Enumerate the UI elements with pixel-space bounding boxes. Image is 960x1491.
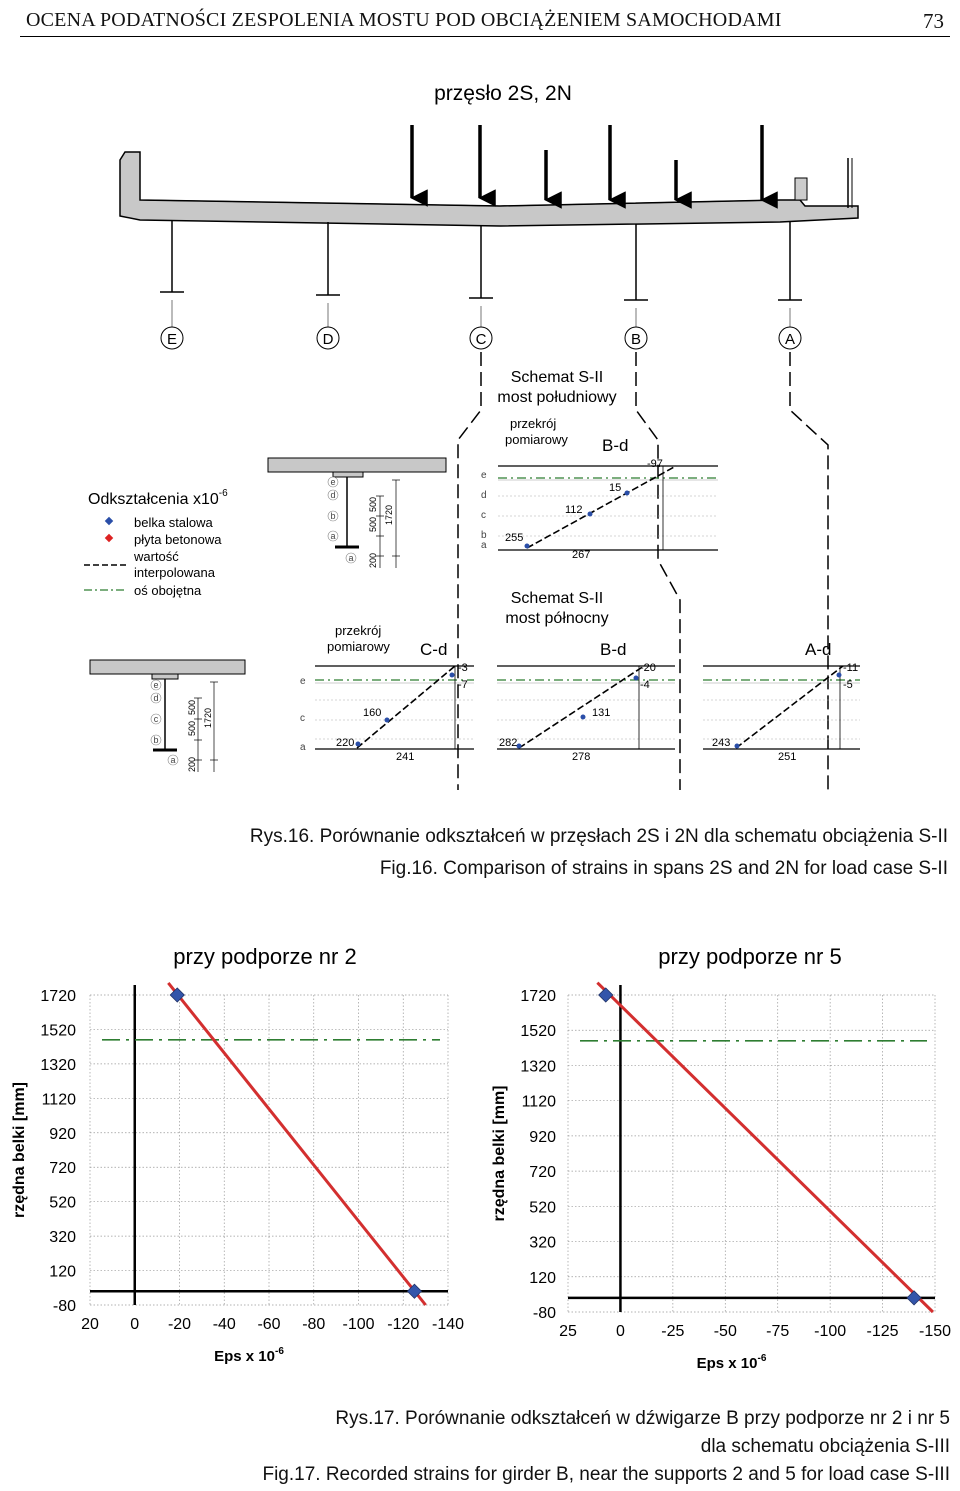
x-tick-label: -120 (387, 1316, 420, 1333)
strain-panel-north-bd (497, 640, 675, 763)
y-axis-label: rzędna belki [mm] (491, 1085, 508, 1222)
x-tick-label: 0 (615, 1323, 625, 1340)
girder-label: E (166, 331, 178, 348)
section-label: pomiarowy (505, 432, 568, 447)
y-tick-label: 520 (49, 1194, 76, 1212)
span-title: przęsło 2S, 2N (434, 82, 572, 105)
panel-name: C-d (420, 640, 448, 659)
page-number: 73 (923, 9, 944, 33)
svg-text:131: 131 (592, 707, 611, 719)
legend-exp: -6 (218, 488, 228, 499)
svg-text:500: 500 (368, 496, 378, 512)
y-tick-label: 320 (529, 1234, 556, 1252)
legend (84, 488, 228, 598)
svg-text:c: c (153, 714, 159, 724)
legend-item: oś obojętna (134, 583, 202, 598)
y-tick-label: 920 (529, 1128, 556, 1146)
legend-item: interpolowana (134, 565, 215, 580)
y-tick-label: 1120 (41, 1091, 76, 1109)
girder-label: C (475, 331, 487, 348)
strain-line (168, 983, 425, 1305)
x-axis-label: Eps x $10^{-6}$ (696, 1353, 767, 1372)
svg-text:-3: -3 (458, 662, 468, 674)
svg-text:b: b (330, 511, 336, 521)
fig16-caption-en: Fig.16. Comparison of strains in spans 2S and 2N for load case S-II (379, 858, 948, 879)
svg-text:-11: -11 (843, 662, 859, 674)
svg-text:15: 15 (609, 482, 622, 494)
y-tick-label: 1720 (520, 988, 556, 1005)
y-tick-label: 720 (529, 1164, 556, 1182)
bridge-deck (120, 152, 858, 328)
svg-text:a: a (348, 553, 354, 563)
svg-text:278: 278 (572, 751, 591, 763)
y-tick-label: 1320 (40, 1056, 76, 1074)
x-tick-label: 20 (81, 1316, 99, 1333)
figure-16 (0, 60, 960, 800)
x-tick-label: -40 (212, 1316, 236, 1333)
y-axis-label: rzędna belki [mm] (11, 1081, 28, 1219)
x-tick-label: 0 (130, 1316, 140, 1333)
svg-text:a: a (170, 755, 176, 765)
svg-text:243: 243 (712, 737, 731, 749)
strain-panel-south-bd (481, 436, 718, 561)
x-tick-label: -60 (257, 1316, 281, 1333)
y-tick-label: 1520 (520, 1023, 556, 1041)
svg-text:1720: 1720 (384, 504, 394, 525)
fig17-caption-en: Fig.17. Recorded strains for girder B, near the supports 2 and 5 for load case S-III (262, 1464, 950, 1485)
section-label: przekrój (335, 623, 382, 638)
figure-17-charts (0, 930, 960, 1390)
svg-text:e: e (300, 676, 306, 687)
chart-title: przy podporze nr 2 (173, 944, 357, 969)
panel-name: B-d (600, 640, 627, 659)
fig17-caption-pl2: dla schematu obciążenia S-III (700, 1436, 950, 1457)
data-point (599, 988, 613, 1002)
svg-text:-7: -7 (458, 679, 468, 691)
section-sketch-north (90, 660, 245, 772)
legend-item: belka stalowa (134, 515, 213, 530)
svg-text:-20: -20 (640, 662, 656, 674)
girder-label: B (630, 331, 642, 348)
x-tick-label: -150 (918, 1323, 952, 1340)
svg-text:500: 500 (187, 720, 197, 736)
fig17-caption-pl1: Rys.17. Porównanie odkształceń w dźwigarze B przy podporze nr 2 i nr 5 (335, 1408, 950, 1429)
schemat-north-line1: Schemat S-II (510, 590, 604, 607)
svg-text:500: 500 (368, 516, 378, 532)
strain-chart (491, 944, 951, 1372)
svg-text:d: d (153, 693, 159, 703)
svg-text:c: c (481, 510, 486, 521)
svg-text:b: b (153, 735, 159, 745)
y-tick-label: 120 (49, 1263, 76, 1281)
x-tick-label: -100 (814, 1323, 847, 1340)
panel-name: A-d (805, 640, 832, 659)
schemat-south-line2: most południowy (497, 389, 617, 406)
svg-text:255: 255 (505, 532, 524, 544)
load-arrows (412, 125, 762, 200)
x-tick-label: -75 (766, 1323, 790, 1340)
y-tick-label: 720 (49, 1160, 76, 1178)
strain-panel-north-cd (300, 640, 474, 763)
girder-label: A (784, 331, 796, 348)
chart-title: przy podporze nr 5 (658, 944, 842, 969)
svg-text:b: b (481, 530, 487, 541)
strain-line (597, 983, 933, 1312)
legend-item: płyta betonowa (134, 532, 222, 547)
girder-labels (161, 327, 801, 349)
y-tick-label: 1520 (40, 1022, 76, 1040)
x-tick-label: -50 (713, 1323, 737, 1340)
svg-text:200: 200 (187, 756, 197, 772)
running-title: OCENA PODATNOŚCI ZESPOLENIA MOSTU POD OBCIĄŻENIEM SAMOCHODAMI (26, 9, 782, 31)
fig16-caption-pl: Rys.16. Porównanie odkształceń w przęsłach 2S i 2N dla schematu obciążenia S-II (249, 826, 948, 847)
svg-text:e: e (481, 470, 487, 481)
svg-text:e: e (153, 680, 159, 690)
strain-chart (11, 944, 464, 1365)
y-tick-label: 1320 (520, 1058, 556, 1076)
svg-text:-97: -97 (647, 458, 663, 470)
svg-text:220: 220 (336, 737, 355, 749)
y-tick-label: 120 (529, 1269, 556, 1287)
svg-text:a: a (300, 742, 306, 753)
strain-panel-north-ad (703, 640, 860, 763)
svg-text:282: 282 (499, 737, 518, 749)
y-tick-label: 1120 (521, 1093, 556, 1111)
schemat-south-line1: Schemat S-II (510, 369, 604, 386)
y-tick-label: 520 (529, 1199, 556, 1217)
y-tick-label: -80 (532, 1305, 556, 1322)
legend-item: wartość (134, 549, 179, 564)
x-axis-label: Eps x $10^{-6}$ (214, 1346, 284, 1365)
y-tick-label: 920 (49, 1125, 76, 1143)
svg-text:a: a (330, 531, 336, 541)
section-sketch-south (268, 458, 446, 568)
svg-text:160: 160 (363, 707, 382, 719)
svg-text:112: 112 (565, 504, 583, 516)
data-point (907, 1291, 921, 1305)
svg-text:200: 200 (368, 552, 378, 568)
x-tick-label: -140 (431, 1316, 465, 1333)
svg-text:-4: -4 (640, 679, 650, 691)
svg-text:d: d (330, 490, 336, 500)
page-header (20, 6, 950, 37)
svg-text:d: d (481, 490, 487, 501)
svg-text:241: 241 (396, 751, 415, 763)
panel-name: B-d (602, 436, 629, 455)
svg-text:251: 251 (778, 751, 797, 763)
svg-text:267: 267 (572, 549, 591, 561)
schemat-north-line2: most północny (505, 610, 609, 627)
section-label: pomiarowy (327, 639, 390, 654)
svg-text:e: e (330, 477, 336, 487)
x-tick-label: 25 (559, 1323, 577, 1340)
svg-text:-5: -5 (843, 679, 853, 691)
girder-label: D (322, 331, 334, 348)
x-tick-label: -20 (167, 1316, 192, 1333)
legend-title: Odkształcenia x10 (88, 491, 219, 508)
x-tick-label: -125 (866, 1323, 899, 1340)
y-tick-label: -80 (52, 1298, 76, 1315)
svg-text:a: a (481, 540, 487, 551)
svg-text:1720: 1720 (203, 707, 213, 728)
y-tick-label: 1720 (40, 988, 76, 1005)
y-tick-label: 320 (49, 1229, 76, 1247)
x-tick-label: -80 (302, 1316, 326, 1333)
svg-text:500: 500 (187, 699, 197, 715)
svg-text:Odkształcenia x10-6 (88, 488, 228, 508)
x-tick-label: -100 (342, 1316, 375, 1333)
svg-text:c: c (300, 713, 305, 724)
section-label: przekrój (510, 416, 557, 431)
x-tick-label: -25 (661, 1323, 685, 1340)
